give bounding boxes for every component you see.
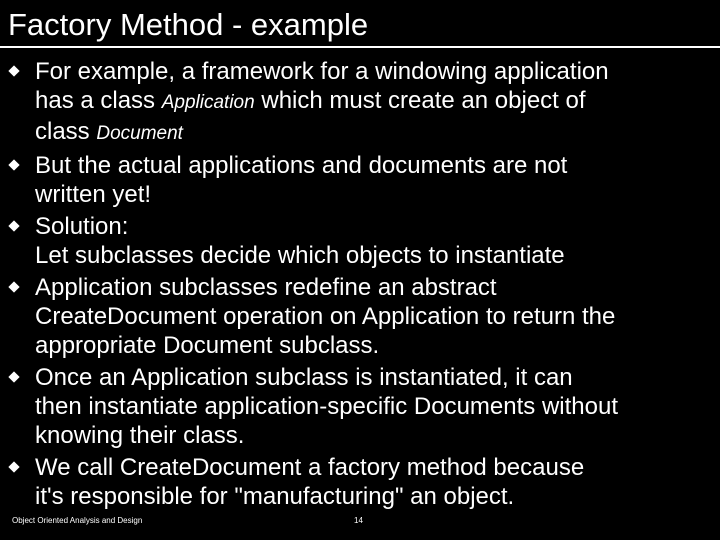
bullet-line: appropriate Document subclass.: [35, 332, 380, 359]
class-name-application: Application: [161, 92, 255, 113]
bullet-line: CreateDocument operation on Application to return the: [35, 303, 616, 330]
bullet-line: then instantiate application-specific Documents without: [35, 393, 618, 420]
diamond-bullet-icon: [8, 220, 19, 231]
class-name-document: Document: [96, 123, 183, 144]
bullet-item: [0, 453, 720, 511]
bullet-line: Application subclasses redefine an abstract: [35, 274, 497, 301]
bullet-list: [0, 57, 720, 514]
footer-course-title: Object Oriented Analysis and Design: [12, 516, 143, 525]
diamond-bullet-icon: [8, 65, 19, 76]
bullet-line: written yet!: [35, 181, 152, 208]
diamond-bullet-icon: [8, 461, 19, 472]
bullet-text: has a class: [35, 87, 162, 114]
bullet-line: For example, a framework for a windowing application: [35, 58, 609, 85]
bullet-line: But the actual applications and documents are not: [35, 152, 568, 179]
bullet-item: [0, 57, 720, 148]
bullet-line: knowing their class.: [35, 422, 245, 449]
page-number: 14: [354, 516, 363, 525]
diamond-bullet-icon: [8, 371, 19, 382]
bullet-item: [0, 273, 720, 360]
diamond-bullet-icon: [8, 281, 19, 292]
title-divider: [0, 46, 720, 48]
slide-title: Factory Method - example: [8, 7, 369, 42]
diamond-bullet-icon: [8, 159, 19, 170]
bullet-item: [0, 363, 720, 450]
bullet-line: Once an Application subclass is instantiated, it can: [35, 364, 573, 391]
bullet-line: We call CreateDocument a factory method because: [35, 454, 585, 481]
bullet-text: which must create an object of: [254, 87, 586, 114]
bullet-line: [35, 117, 716, 148]
bullet-item: [0, 151, 720, 209]
bullet-line: Solution:: [35, 213, 129, 240]
bullet-line: Let subclasses decide which objects to instantiate: [35, 242, 565, 269]
bullet-line: [35, 86, 716, 117]
bullet-text: class: [35, 118, 97, 145]
bullet-item: [0, 212, 720, 270]
bullet-line: it's responsible for "manufacturing" an object.: [35, 483, 515, 510]
